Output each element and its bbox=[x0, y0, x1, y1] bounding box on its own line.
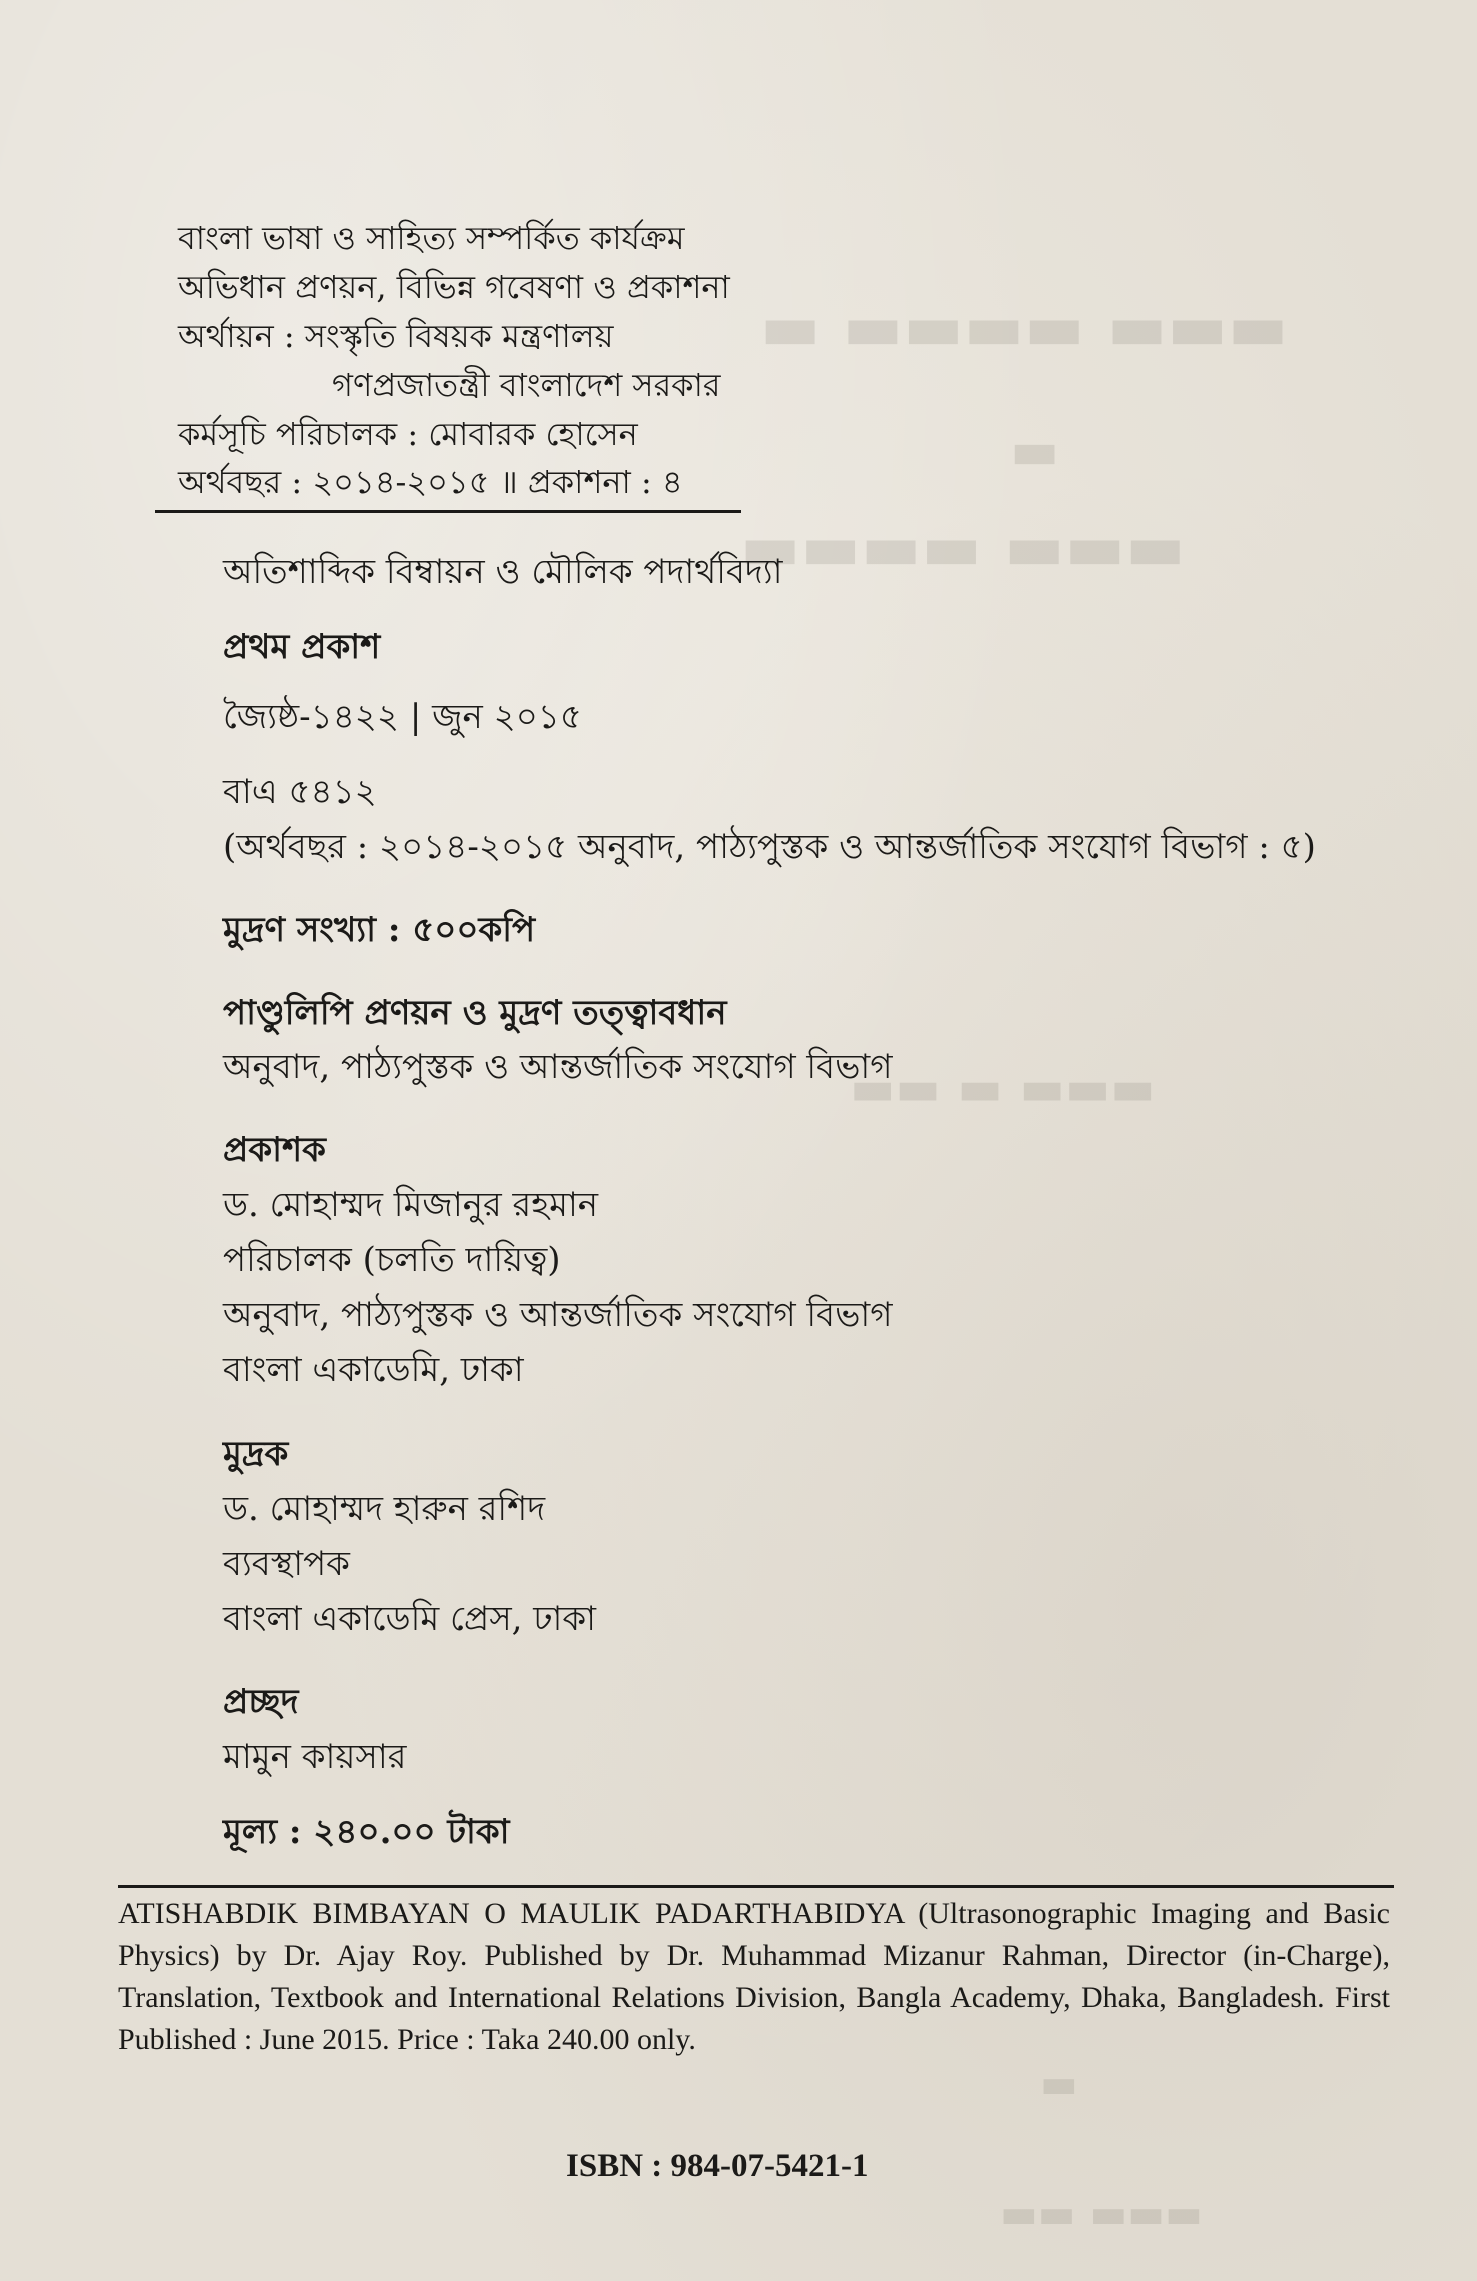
printer-name: ড. মোহাম্মদ হারুন রশিদ bbox=[223, 1489, 546, 1529]
print-run: মুদ্রণ সংখ্যা : ৫০০কপি bbox=[223, 910, 536, 950]
printer-org: বাংলা একাডেমি প্রেস, ঢাকা bbox=[223, 1599, 597, 1639]
cover-heading: প্রচ্ছদ bbox=[223, 1682, 299, 1722]
first-edition-heading: প্রথম প্রকাশ bbox=[223, 627, 381, 667]
first-edition-date: জ্যৈষ্ঠ-১৪২২ | জুন ২০১৫ bbox=[223, 697, 582, 737]
catalog-note: (অর্থবছর : ২০১৪-২০১৫ অনুবাদ, পাঠ্যপুস্তক ও আন্তর্জাতিক সংযোগ বিভাগ : ৫) bbox=[223, 827, 1316, 867]
programme-line-5: কর্মসূচি পরিচালক : মোবারক হোসেন bbox=[178, 415, 638, 453]
programme-line-2: অভিধান প্রণয়ন, বিভিন্ন গবেষণা ও প্রকাশনা bbox=[178, 268, 730, 306]
show-through-decoration: ▬ bbox=[1040, 2060, 1078, 2107]
show-through-decoration: ▬▬▬▬ ▬▬▬ bbox=[740, 510, 1186, 585]
programme-line-1: বাংলা ভাষা ও সাহিত্য সম্পর্কিত কার্যক্রম bbox=[178, 219, 685, 257]
manuscript-heading: পাণ্ডুলিপি প্রণয়ন ও মুদ্রণ তত্ত্বাবধান bbox=[223, 993, 727, 1033]
isbn: ISBN : 984-07-5421-1 bbox=[566, 2148, 869, 2184]
price: মূল্য : ২৪০.০০ টাকা bbox=[223, 1812, 510, 1852]
summary-top-rule bbox=[118, 1885, 1394, 1888]
publisher-name: ড. মোহাম্মদ মিজানুর রহমান bbox=[223, 1185, 599, 1225]
show-through-decoration: ▬ ▬▬▬▬ ▬▬▬ bbox=[760, 290, 1289, 365]
show-through-decoration: ▬▬ ▬▬▬ bbox=[1000, 2190, 1203, 2237]
publisher-org: বাংলা একাডেমি, ঢাকা bbox=[223, 1350, 524, 1390]
show-through-decoration: ▬ bbox=[1010, 420, 1060, 481]
english-summary: ATISHABDIK BIMBAYAN O MAULIK PADARTHABIDYA (Ultrasonographic Imaging and Basic Physics) by Dr. Ajay Roy. Published by Dr. Muhammad Mizanur Rahman, Director (in-Charge), Translation, Textbook and International Relations Division, Bangla Academy, Dhaka, Bangladesh. First Published : June 2015. Price : Taka 240.00 only. bbox=[118, 1897, 1390, 2056]
programme-line-3: অর্থায়ন : সংস্কৃতি বিষয়ক মন্ত্রণালয় bbox=[178, 317, 614, 355]
publisher-role: পরিচালক (চলতি দায়িত্ব) bbox=[223, 1240, 561, 1280]
programme-line-6: অর্থবছর : ২০১৪-২০১৫ ॥ প্রকাশনা : ৪ bbox=[178, 463, 683, 501]
publisher-heading: প্রকাশক bbox=[223, 1130, 326, 1170]
show-through-decoration: ▬▬ ▬ ▬▬▬ bbox=[850, 1060, 1156, 1116]
programme-line-4: গণপ্রজাতন্ত্রী বাংলাদেশ সরকার bbox=[332, 366, 721, 404]
manuscript-dept: অনুবাদ, পাঠ্যপুস্তক ও আন্তর্জাতিক সংযোগ বিভাগ bbox=[223, 1047, 893, 1087]
publisher-dept: অনুবাদ, পাঠ্যপুস্তক ও আন্তর্জাতিক সংযোগ বিভাগ bbox=[223, 1295, 893, 1335]
programme-underline bbox=[155, 510, 741, 513]
catalog-number: বাএ ৫৪১২ bbox=[223, 772, 377, 812]
book-title: অতিশাব্দিক বিম্বায়ন ও মৌলিক পদার্থবিদ্যা bbox=[223, 552, 783, 592]
printer-heading: মুদ্রক bbox=[223, 1434, 289, 1474]
cover-designer: মামুন কায়সার bbox=[223, 1737, 407, 1777]
printer-role: ব্যবস্থাপক bbox=[223, 1544, 350, 1584]
